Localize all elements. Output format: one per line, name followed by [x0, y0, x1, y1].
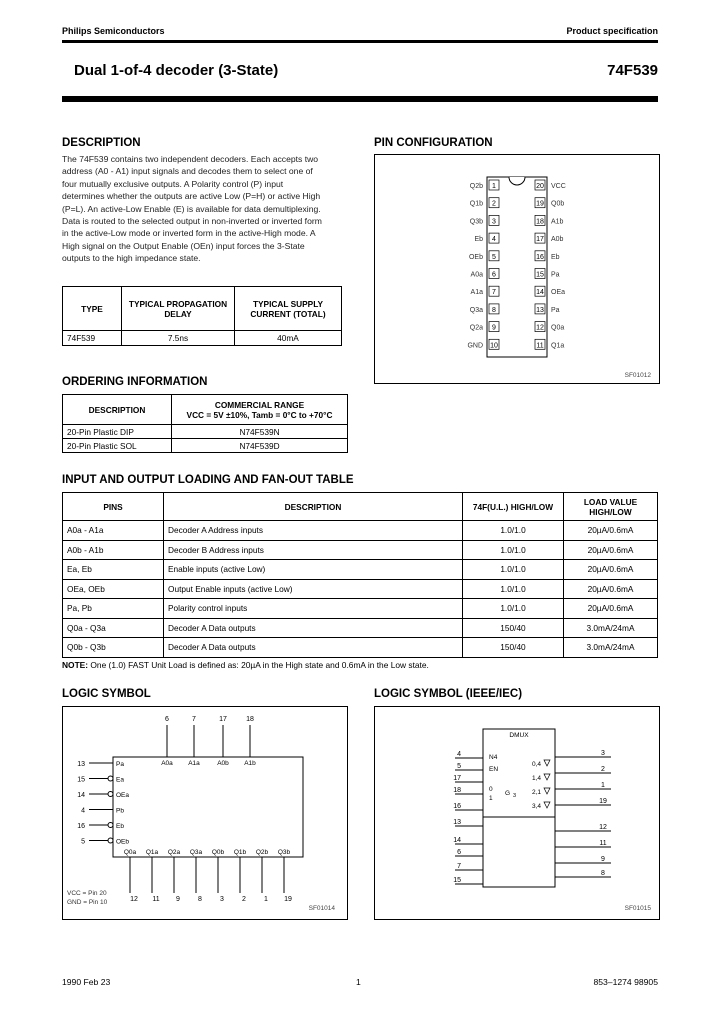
pin-label: Q1b — [233, 849, 247, 856]
footer-doc: 853–1274 98905 — [593, 977, 658, 987]
type-table: TYPE TYPICAL PROPAGATION DELAY TYPICAL SUPPLY CURRENT (TOTAL) 74F539 7.5ns 40mA — [62, 286, 342, 346]
zero-label: 0 — [489, 786, 493, 793]
part-number: 74F539 — [607, 62, 658, 79]
pin-number: 2 — [492, 200, 496, 208]
g-number: 3 — [513, 793, 517, 799]
pin-config-box — [374, 154, 660, 384]
ordering-heading: ORDERING INFORMATION — [62, 376, 208, 388]
table-cell: Q0a - Q3a — [63, 618, 164, 638]
pin-label: A1b — [244, 760, 256, 767]
table-cell: 3.0mA/24mA — [564, 638, 658, 658]
pin-number: 4 — [457, 751, 461, 758]
pin-label: Q0a — [123, 849, 137, 856]
pin-number: 19 — [536, 200, 544, 208]
pin-label: A0a — [161, 760, 173, 767]
three-state-symbol — [544, 788, 550, 794]
pin-label: VCC — [551, 183, 566, 190]
pin-label: Q2a — [469, 324, 483, 332]
pin-number: 15 — [453, 877, 461, 884]
pin-number: 5 — [81, 838, 85, 846]
pin-config-heading: PIN CONFIGURATION — [374, 137, 493, 149]
logic-symbol-diagram — [63, 707, 347, 919]
footer-page: 1 — [356, 977, 361, 987]
document-type: Product specification — [566, 26, 658, 36]
pin-label: A1b — [551, 218, 564, 226]
pin-number: 13 — [77, 761, 85, 768]
pin-label: A0a — [470, 271, 483, 279]
pin-label: Q3a — [469, 306, 483, 314]
table-cell: 150/40 — [463, 638, 564, 658]
pin-number: 13 — [453, 819, 461, 826]
pin-label: Q2b — [255, 849, 269, 856]
pin-number: 12 — [536, 324, 544, 332]
vcc-label: VCC = Pin 20 — [67, 890, 107, 897]
pin-label: Q0b — [211, 849, 225, 856]
g-label: G — [505, 790, 511, 797]
pin-label: Eb — [474, 236, 483, 244]
pin-number: 6 — [457, 849, 461, 856]
table-cell: A0a - A1a — [63, 521, 164, 541]
output-label: 1,4 — [531, 775, 541, 782]
output-label: 0,4 — [531, 761, 541, 768]
one-label: 1 — [489, 795, 493, 802]
logic-symbol-heading: LOGIC SYMBOL — [62, 688, 151, 700]
loading-table: PINS DESCRIPTION 74F(U.L.) HIGH/LOW LOAD VALUE HIGH/LOW A0a - A1a Decoder A Address inputs 1.0/1.0 20µA/0.6mA A0b - A1b Decoder B Address inputs 1.0/1.0 20µA/0.6mA Ea, Eb Enable inputs (active Low) 1.0/1.0 20µA/0.6mA OEa, OEb Output Enable inputs (active Low) 1.0/1.0 20µA/0.6mA Pa, Pb Polarity control inputs 1.0/1.0 20µA/0.6mA Q0a - Q3a Decoder A Data outputs 150/40 3.0mA/24mA Q0b - Q3b Decoder A Data outputs 150/40 3.0mA/24mA — [62, 492, 658, 658]
pin-label: Q0a — [551, 324, 565, 332]
pin-label: Q2a — [167, 849, 181, 856]
three-state-symbol — [544, 760, 550, 766]
table-cell: 20µA/0.6mA — [564, 579, 658, 599]
en-label: EN — [489, 766, 499, 773]
ieee-symbol-diagram — [375, 707, 659, 919]
table-cell: Decoder A Data outputs — [164, 618, 463, 638]
title-rule — [62, 96, 658, 102]
footer-date: 1990 Feb 23 — [62, 977, 111, 987]
pin-label: OEa — [551, 289, 566, 297]
table-row — [63, 638, 658, 658]
pin-label: Pa — [551, 306, 560, 314]
pin-number: 20 — [536, 183, 544, 190]
table-cell: Pa, Pb — [63, 599, 164, 619]
gnd-label: GND = Pin 10 — [67, 899, 108, 906]
table-cell: Enable inputs (active Low) — [164, 560, 463, 580]
pin-number: 6 — [492, 271, 496, 279]
pin-label: Q0b — [551, 200, 565, 208]
pin-number: 18 — [536, 218, 544, 226]
description-heading: DESCRIPTION — [62, 137, 141, 149]
three-state-symbol — [544, 774, 550, 780]
pin-number: 7 — [457, 863, 461, 870]
pin-number: 4 — [492, 236, 496, 244]
table-cell: A0b - A1b — [63, 540, 164, 560]
pin-label: Q3b — [469, 218, 483, 226]
pin-number: 2 — [601, 766, 605, 773]
pin-number: 15 — [77, 776, 85, 784]
ordering-table: DESCRIPTION COMMERCIAL RANGE VCC = 5V ±10%, Tamb = 0°C to +70°C 20-Pin Plastic DIP N74F539N 20-Pin Plastic SOL N74F539D — [62, 394, 348, 453]
table-row — [63, 599, 658, 619]
pin-label: OEa — [116, 792, 130, 799]
inversion-bubble — [108, 792, 113, 797]
table-cell: Decoder A Address inputs — [164, 521, 463, 541]
ieee-symbol-box — [374, 706, 660, 920]
pin-number: 17 — [453, 775, 461, 782]
table-cell: Decoder A Data outputs — [164, 638, 463, 658]
pin-label: A1a — [470, 289, 483, 297]
table-row — [63, 521, 658, 541]
pin-number: 14 — [453, 837, 461, 844]
logic-body — [113, 757, 303, 857]
table-cell: Ea, Eb — [63, 560, 164, 580]
table-cell: 20µA/0.6mA — [564, 540, 658, 560]
page-title: Dual 1-of-4 decoder (3-State) — [74, 62, 279, 79]
pin-label: A1a — [188, 760, 200, 767]
pin-label: Ea — [116, 776, 124, 784]
pin-number: 1 — [492, 183, 496, 190]
pin-number: 12 — [130, 896, 138, 903]
header-rule — [62, 40, 658, 43]
loading-note: NOTE: One (1.0) FAST Unit Load is defined as: 20µA in the High state and 0.6mA in the Low state. — [62, 660, 429, 670]
dmux-body — [483, 729, 555, 887]
inversion-bubble — [108, 823, 113, 828]
table-cell: Polarity control inputs — [164, 599, 463, 619]
pin-number: 18 — [453, 787, 461, 794]
table-cell: Output Enable inputs (active Low) — [164, 579, 463, 599]
table-cell: 150/40 — [463, 618, 564, 638]
n4-label: N4 — [489, 754, 498, 761]
pin-number: 10 — [490, 342, 498, 350]
table-row — [63, 540, 658, 560]
table-cell: 1.0/1.0 — [463, 521, 564, 541]
pin-number: 16 — [536, 253, 544, 261]
table-cell: OEa, OEb — [63, 579, 164, 599]
pin-number: 15 — [536, 271, 544, 279]
table-cell: 1.0/1.0 — [463, 560, 564, 580]
pin-number: 19 — [599, 798, 607, 805]
pin-number: 11 — [152, 896, 160, 903]
table-row — [63, 579, 658, 599]
pin-number: 3 — [601, 750, 605, 757]
pin-number: 17 — [219, 716, 227, 723]
pin-number: 2 — [242, 896, 246, 903]
loading-heading: INPUT AND OUTPUT LOADING AND FAN-OUT TABLE — [62, 474, 354, 486]
pin-label: Q2b — [469, 183, 483, 190]
table-cell: 20µA/0.6mA — [564, 521, 658, 541]
pin-number: 8 — [198, 896, 202, 903]
pin-number: 3 — [220, 896, 224, 903]
table-cell: 1.0/1.0 — [463, 540, 564, 560]
dmux-label: DMUX — [509, 732, 529, 739]
pin-number: 16 — [77, 823, 85, 830]
pin-number: 12 — [599, 824, 607, 831]
pin-number: 4 — [81, 807, 85, 815]
table-cell: 1.0/1.0 — [463, 579, 564, 599]
pin-label: Eb — [116, 823, 124, 830]
pin-label: Pb — [116, 807, 124, 815]
pin-number: 16 — [453, 803, 461, 810]
logic-symbol-box — [62, 706, 348, 920]
pin-number: 1 — [264, 896, 268, 903]
table-row — [63, 560, 658, 580]
pin-number: 18 — [246, 716, 254, 723]
pin-label: Q1a — [145, 849, 159, 856]
pin-number: 8 — [601, 870, 605, 877]
pin-number: 14 — [536, 289, 544, 297]
pin-label: Pa — [116, 761, 124, 768]
table-cell: 3.0mA/24mA — [564, 618, 658, 638]
table-cell: Decoder B Address inputs — [164, 540, 463, 560]
pin-label: A0b — [551, 236, 564, 244]
pin1-notch — [509, 177, 525, 185]
pin-number: 8 — [492, 306, 496, 314]
pin-label: Q1b — [469, 200, 483, 208]
pin-number: 14 — [77, 792, 85, 799]
pin-number: 19 — [284, 896, 292, 903]
pin-label: GND — [467, 342, 483, 350]
figure-code: SF01012 — [624, 372, 651, 379]
pin-label: OEb — [116, 838, 130, 846]
output-label: 3,4 — [531, 803, 541, 810]
pin-label: OEb — [468, 253, 483, 261]
pin-number: 9 — [492, 324, 496, 332]
pin-label: Eb — [551, 253, 560, 261]
pin-number: 5 — [492, 253, 496, 261]
table-row — [63, 618, 658, 638]
inversion-bubble — [108, 776, 113, 781]
pin-number: 11 — [536, 342, 544, 350]
three-state-symbol — [544, 802, 550, 808]
pin-label: A0b — [217, 760, 229, 767]
table-cell: Q0b - Q3b — [63, 638, 164, 658]
pin-label: Q3b — [277, 849, 291, 856]
figure-code: SF01015 — [624, 905, 651, 912]
pin-number: 5 — [457, 763, 461, 770]
pin-number: 17 — [536, 236, 544, 244]
description-text: The 74F539 contains two independent decoders. Each accepts two address (A0 - A1) input signals and decodes them to select one of four mutually exclusive outputs. A Polarity control (P) input determines whether the outputs are active Low (P=H) or active High (P=L). An active-Low Enable (E) is available for data demultiplexing. Data is routed to the selected output in non-inverted or inverted form in the active-Low mode or inverted form in the active-High mode. A High signal on the Output Enable (OEn) input forces the 3-State outputs to the high impedance state. — [62, 154, 322, 264]
dip-package-diagram — [375, 155, 659, 383]
company-name: Philips Semiconductors — [62, 26, 165, 36]
table-cell: 20µA/0.6mA — [564, 560, 658, 580]
pin-number: 7 — [492, 289, 496, 297]
output-label: 2,1 — [531, 789, 541, 796]
pin-label: Pa — [551, 271, 560, 279]
pin-number: 13 — [536, 306, 544, 314]
ieee-heading: LOGIC SYMBOL (IEEE/IEC) — [374, 688, 523, 700]
pin-number: 9 — [601, 856, 605, 863]
inversion-bubble — [108, 838, 113, 843]
pin-number: 11 — [599, 840, 607, 847]
pin-number: 6 — [165, 716, 169, 723]
pin-label: Q1a — [551, 342, 565, 350]
figure-code: SF01014 — [308, 905, 335, 912]
pin-number: 1 — [601, 782, 605, 789]
pin-label: Q3a — [189, 849, 203, 856]
table-cell: 1.0/1.0 — [463, 599, 564, 619]
pin-number: 3 — [492, 218, 496, 226]
table-cell: 20µA/0.6mA — [564, 599, 658, 619]
pin-number: 7 — [192, 716, 196, 723]
pin-number: 9 — [176, 896, 180, 903]
